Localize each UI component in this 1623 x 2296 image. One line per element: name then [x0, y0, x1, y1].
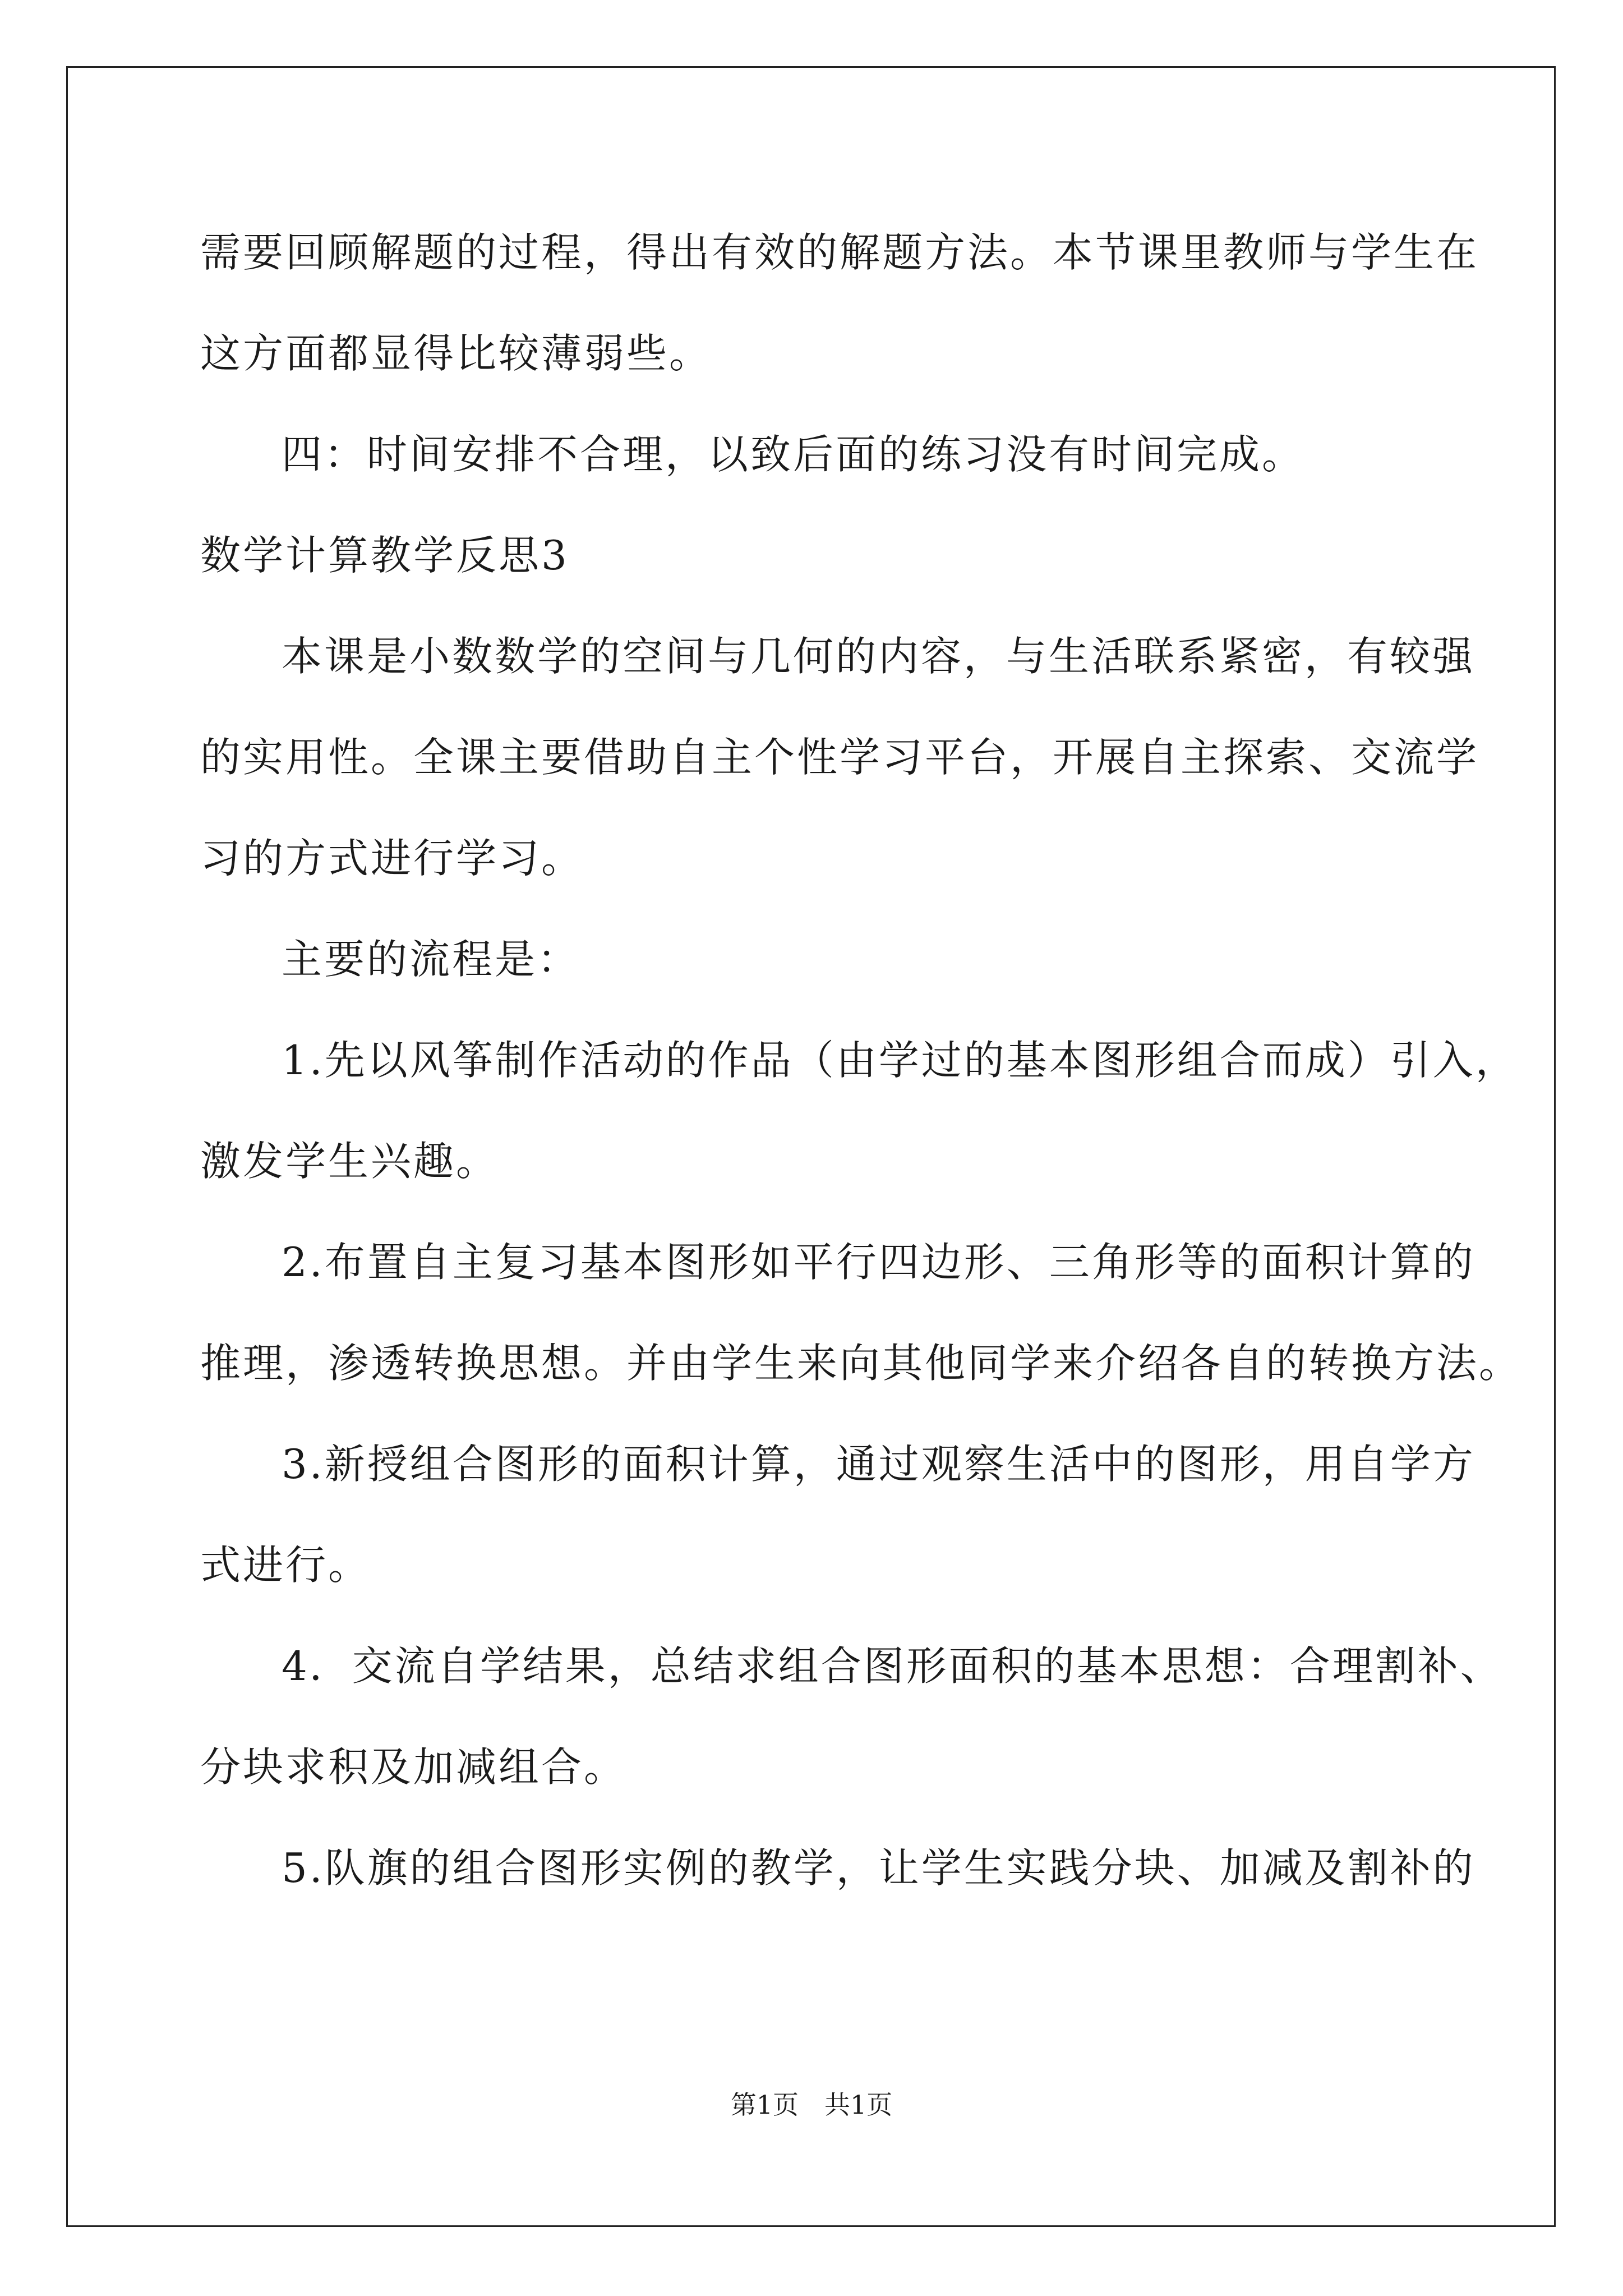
text-line: 习的方式进行学习。: [200, 835, 584, 882]
text-line: 主要的流程是：: [282, 936, 580, 983]
list-item: 4．交流自学结果，总结求组合图形面积的基本思想：合理割补、: [282, 1642, 1503, 1690]
list-item: 2.布置自主复习基本图形如平行四边形、三角形等的面积计算的: [282, 1239, 1476, 1286]
list-item: 3.新授组合图形的面积计算，通过观察生活中的图形，用自学方: [282, 1441, 1476, 1488]
text-line: 激发学生兴趣。: [200, 1138, 499, 1185]
text-line: 式进行。: [200, 1542, 371, 1589]
text-line: 需要回顾解题的过程，得出有效的解题方法。本节课里教师与学生在: [200, 229, 1479, 276]
section-heading: 数学计算教学反思3: [200, 532, 569, 579]
list-item: 1.先以风筝制作活动的作品（由学过的基本图形组合而成）引入，: [282, 1037, 1518, 1084]
text-line: 推理，渗透转换思想。并由学生来向其他同学来介绍各自的转换方法。: [200, 1340, 1522, 1387]
text-line: 的实用性。全课主要借助自主个性学习平台，开展自主探索、交流学: [200, 734, 1479, 781]
document-body: [200, 202, 1522, 1918]
text-line: 这方面都显得比较薄弱些。: [200, 330, 712, 377]
text-line: 分块求积及加减组合。: [200, 1743, 627, 1791]
page-footer: 第1页 共1页: [730, 2090, 893, 2120]
text-line: 本课是小数数学的空间与几何的内容，与生活联系紧密，有较强: [282, 633, 1476, 680]
list-item: 5.队旗的组合图形实例的教学，让学生实践分块、加减及割补的: [282, 1844, 1476, 1892]
text-line: 四：时间安排不合理，以致后面的练习没有时间完成。: [282, 431, 1305, 478]
